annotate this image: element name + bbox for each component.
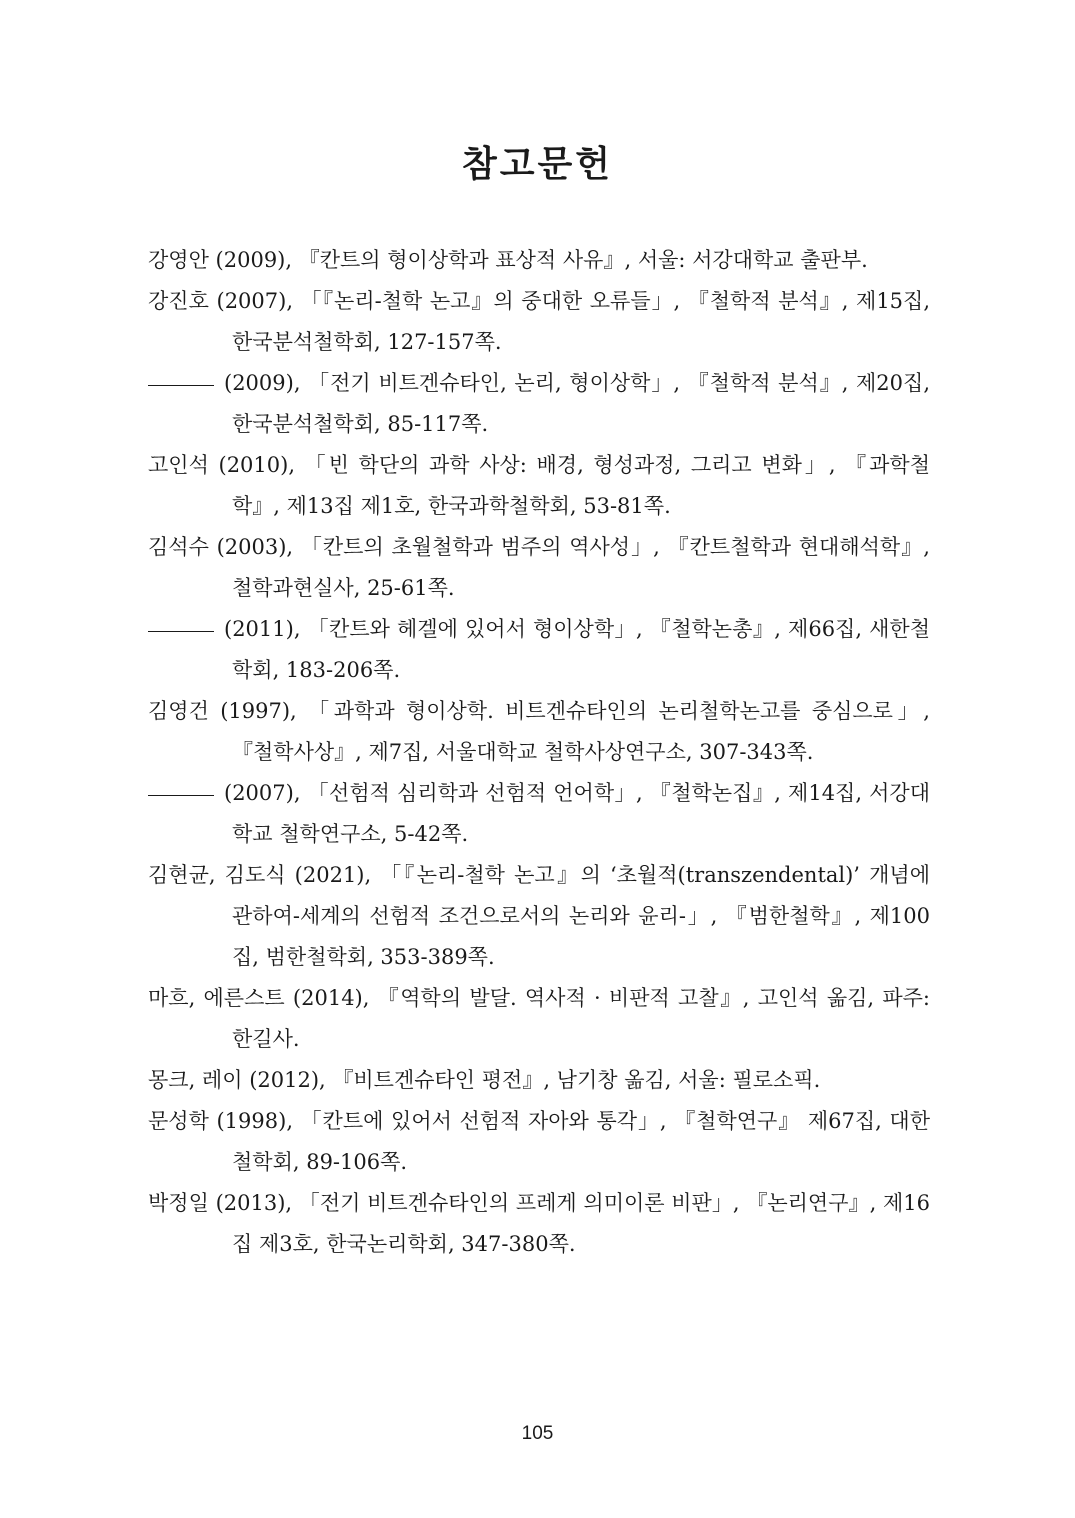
reference-text: (2007), 「『논리-철학 논고』의 중대한 오류들」, 『철학적 분석』, 제15집, 한국분석철학회, 127-157쪽. [216, 289, 930, 354]
reference-entry [148, 773, 930, 855]
page-number: 105 [521, 1423, 554, 1444]
reference-author: 김현균, 김도식 [148, 863, 286, 887]
reference-author: 김석수 [148, 535, 209, 559]
page-title: 참고문헌 [461, 143, 614, 185]
reference-entry [148, 527, 930, 609]
reference-entry [148, 855, 930, 978]
reference-author: 문성학 [148, 1109, 209, 1133]
reference-entry [148, 691, 930, 773]
same-author-dash [148, 631, 214, 632]
reference-entry [148, 1101, 930, 1183]
reference-entry [148, 1060, 930, 1101]
reference-text: (2009), 『칸트의 형이상학과 표상적 사유』, 서울: 서강대학교 출판부. [215, 248, 868, 272]
reference-text: (2007), 「선험적 심리학과 선험적 언어학」, 『철학논집』, 제14집, 서강대학교 철학연구소, 5-42쪽. [224, 781, 930, 846]
reference-list [148, 240, 930, 1265]
reference-text: (2009), 「전기 비트겐슈타인, 논리, 형이상학」, 『철학적 분석』, 제20집, 한국분석철학회, 85-117쪽. [224, 371, 930, 436]
reference-text: (2011), 「칸트와 헤겔에 있어서 형이상학」, 『철학논총』, 제66집, 새한철학회, 183-206쪽. [224, 617, 930, 682]
reference-text: (1998), 「칸트에 있어서 선험적 자아와 통각」, 『철학연구』 제67집, 대한철학회, 89-106쪽. [216, 1109, 930, 1174]
reference-author: 몽크, 레이 [148, 1068, 243, 1092]
reference-entry [148, 609, 930, 691]
reference-entry [148, 281, 930, 363]
reference-text: (2013), 「전기 비트겐슈타인의 프레게 의미이론 비판」, 『논리연구』, 제16집 제3호, 한국논리학회, 347-380쪽. [215, 1191, 930, 1256]
reference-text: (2012), 『비트겐슈타인 평전』, 남기창 옮김, 서울: 필로소픽. [249, 1068, 821, 1092]
reference-text: (2010), 「빈 학단의 과학 사상: 배경, 형성과정, 그리고 변화」, 『과학철학』, 제13집 제1호, 한국과학철학회, 53-81쪽. [218, 453, 930, 518]
reference-text: (2014), 『역학의 발달. 역사적 · 비판적 고찰』, 고인석 옮김, 파주: 한길사. [232, 986, 930, 1051]
reference-entry [148, 445, 930, 527]
reference-author: 박정일 [148, 1191, 209, 1215]
reference-entry [148, 240, 930, 281]
reference-text: (2003), 「칸트의 초월철학과 범주의 역사성」, 『칸트철학과 현대해석학』, 철학과현실사, 25-61쪽. [216, 535, 930, 600]
reference-text: (1997), 「과학과 형이상학. 비트겐슈타인의 논리철학논고를 중심으로」, 『철학사상』, 제7집, 서울대학교 철학사상연구소, 307-343쪽. [220, 699, 930, 764]
reference-author: 강영안 [148, 248, 209, 272]
same-author-dash [148, 385, 214, 386]
reference-author: 김영건 [148, 699, 209, 723]
same-author-dash [148, 795, 214, 796]
reference-entry [148, 363, 930, 445]
reference-author: 강진호 [148, 289, 209, 313]
reference-text: (2021), 「『논리-철학 논고』의 ‘초월적(transzendental)’ 개념에 관하여-세계의 선험적 조건으로서의 논리와 윤리-」, 『범한철학』, 제100집, 범한철학회, 353-389쪽. [232, 863, 930, 969]
reference-entry [148, 978, 930, 1060]
reference-author: 마흐, 에른스트 [148, 986, 285, 1010]
reference-entry [148, 1183, 930, 1265]
reference-author: 고인석 [148, 453, 209, 477]
